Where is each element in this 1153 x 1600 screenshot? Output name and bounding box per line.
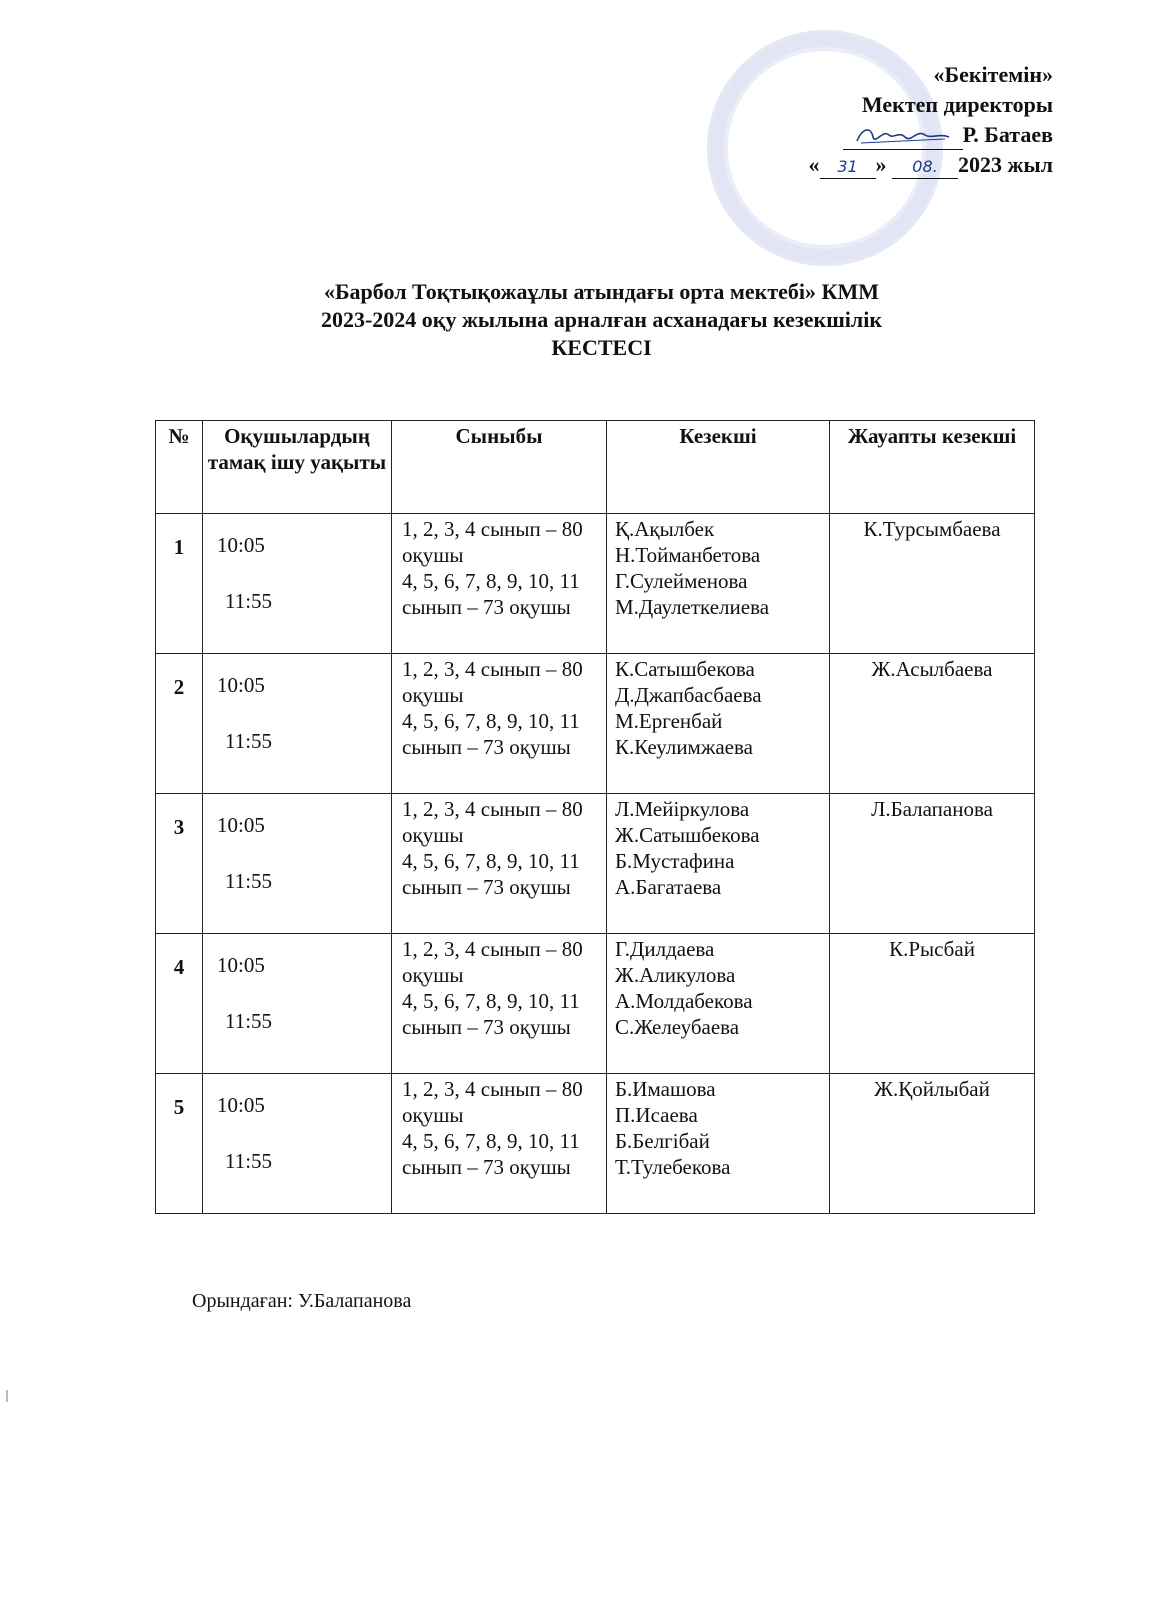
row-time bbox=[203, 1074, 392, 1214]
row-duty: Г.Дилдаева Ж.Аликулова А.Молдабекова С.Желеубаева bbox=[607, 934, 830, 1074]
row-num: 2 bbox=[156, 654, 203, 794]
row-time bbox=[203, 794, 392, 934]
time-second: 11:55 bbox=[225, 869, 273, 893]
approval-signature-line bbox=[733, 120, 1053, 150]
time-first: 10:05 bbox=[217, 533, 265, 557]
table-row bbox=[156, 654, 1035, 794]
row-time bbox=[203, 654, 392, 794]
row-duty: Қ.Ақылбек Н.Тойманбетова Г.Сулейменова М.Даулеткелиева bbox=[607, 514, 830, 654]
director-name: Р. Батаев bbox=[962, 122, 1053, 147]
table-row bbox=[156, 1074, 1035, 1214]
header-num: № bbox=[156, 421, 203, 514]
table-row bbox=[156, 794, 1035, 934]
approval-block bbox=[733, 60, 1053, 180]
row-class: 1, 2, 3, 4 сынып – 80 оқушы 4, 5, 6, 7, 8, 9, 10, 11 сынып – 73 оқушы bbox=[392, 934, 607, 1074]
approval-position: Мектеп директоры bbox=[861, 92, 1053, 117]
prepared-by: Орындаған: У.Балапанова bbox=[192, 1290, 412, 1312]
date-month: 08. bbox=[892, 156, 958, 179]
time-first: 10:05 bbox=[217, 813, 265, 837]
date-day: 31 bbox=[820, 156, 876, 179]
time-second: 11:55 bbox=[225, 1149, 273, 1173]
date-year: 2023 жыл bbox=[958, 152, 1053, 177]
header-duty: Кезекші bbox=[607, 421, 830, 514]
time-second: 11:55 bbox=[225, 729, 273, 753]
time-first: 10:05 bbox=[217, 953, 265, 977]
row-num: 4 bbox=[156, 934, 203, 1074]
row-num: 5 bbox=[156, 1074, 203, 1214]
table-row bbox=[156, 514, 1035, 654]
title-line-1: «Барбол Тоқтықожаұлы атындағы орта мектебі» КММ bbox=[324, 279, 879, 304]
time-second: 11:55 bbox=[225, 1009, 273, 1033]
document-title bbox=[0, 278, 1153, 362]
row-responsible: Ж.Қойлыбай bbox=[830, 1074, 1035, 1214]
header-responsible: Жауапты кезекші bbox=[830, 421, 1035, 514]
header-time: Оқушылардың тамақ ішу уақыты bbox=[203, 421, 392, 514]
approval-date: « 31 » 08. 2023 жыл bbox=[808, 152, 1053, 177]
row-responsible: Ж.Асылбаева bbox=[830, 654, 1035, 794]
scan-artifact bbox=[6, 1390, 8, 1402]
approval-heading: «Бекітемін» bbox=[933, 62, 1053, 87]
row-time bbox=[203, 514, 392, 654]
row-duty: Б.Имашова П.Исаева Б.Белгібай Т.Тулебекова bbox=[607, 1074, 830, 1214]
row-num: 3 bbox=[156, 794, 203, 934]
row-responsible: Л.Балапанова bbox=[830, 794, 1035, 934]
row-responsible: К.Рысбай bbox=[830, 934, 1035, 1074]
row-duty: К.Сатышбекова Д.Джапбасбаева М.Ергенбай К.Кеулимжаева bbox=[607, 654, 830, 794]
row-responsible: К.Турсымбаева bbox=[830, 514, 1035, 654]
row-class: 1, 2, 3, 4 сынып – 80 оқушы 4, 5, 6, 7, 8, 9, 10, 11 сынып – 73 оқушы bbox=[392, 794, 607, 934]
table-row bbox=[156, 934, 1035, 1074]
row-class: 1, 2, 3, 4 сынып – 80 оқушы 4, 5, 6, 7, 8, 9, 10, 11 сынып – 73 оқушы bbox=[392, 1074, 607, 1214]
time-second: 11:55 bbox=[225, 589, 273, 613]
row-class: 1, 2, 3, 4 сынып – 80 оқушы 4, 5, 6, 7, 8, 9, 10, 11 сынып – 73 оқушы bbox=[392, 514, 607, 654]
row-num: 1 bbox=[156, 514, 203, 654]
title-line-2: 2023-2024 оқу жылына арналған асханадағы кезекшілік bbox=[320, 307, 883, 332]
duty-schedule-table bbox=[155, 420, 1035, 1214]
header-class: Сыныбы bbox=[392, 421, 607, 514]
row-class: 1, 2, 3, 4 сынып – 80 оқушы 4, 5, 6, 7, 8, 9, 10, 11 сынып – 73 оқушы bbox=[392, 654, 607, 794]
time-first: 10:05 bbox=[217, 1093, 265, 1117]
table-header-row bbox=[156, 421, 1035, 514]
row-duty: Л.Мейіркулова Ж.Сатышбекова Б.Мустафина А.Багатаева bbox=[607, 794, 830, 934]
signature bbox=[843, 127, 963, 150]
signature-icon bbox=[853, 123, 953, 149]
title-line-3: КЕСТЕСІ bbox=[551, 335, 652, 360]
time-first: 10:05 bbox=[217, 673, 265, 697]
row-time bbox=[203, 934, 392, 1074]
